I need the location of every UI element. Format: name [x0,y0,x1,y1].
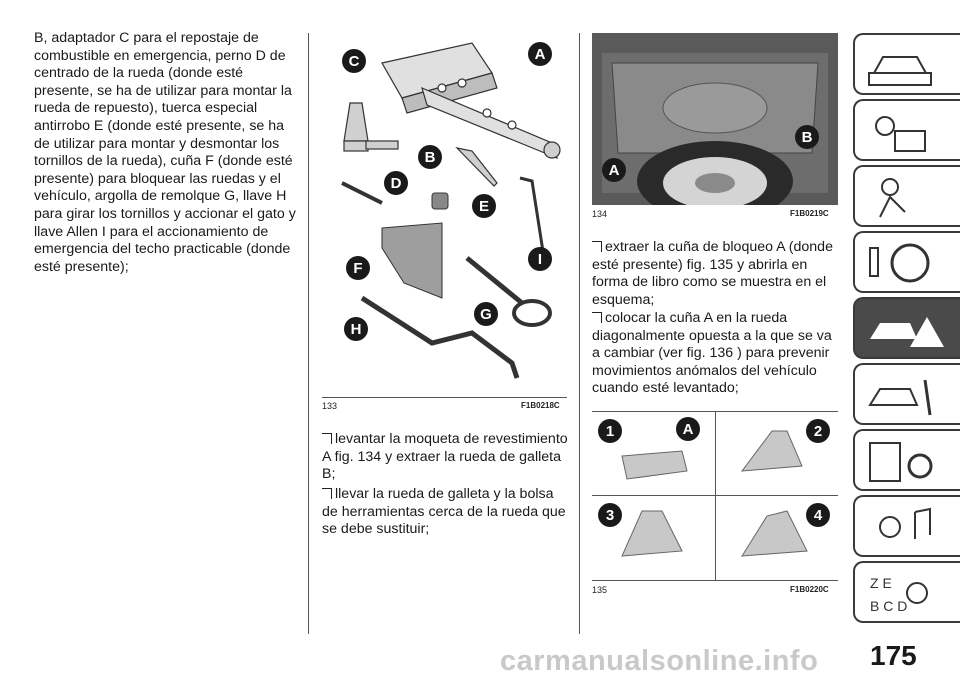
tab-multimedia[interactable] [853,495,960,557]
maintenance-icon [855,365,955,425]
label-b: B [418,145,442,169]
bullet-icon [592,241,602,252]
label-a: A [676,417,700,441]
technical-data-icon [855,431,955,491]
tab-maintenance[interactable] [853,363,960,425]
figure-135-wedge-steps [592,411,838,581]
figure-134-number: 134 [592,209,608,219]
figure-133-rule [322,397,567,398]
index-icon [855,563,955,623]
column3-bullet-2: colocar la cuña A en la rueda diagonalmente opuesta a la que se va a cambiar (ver fig. 136 ) para prevenir movimientos anómalos del vehículo cuando esté levantado; [592,310,832,397]
svg-text:Z E: Z E [870,575,892,591]
step-4: 4 [806,503,830,527]
column2-bullet-1: levantar la moqueta de revestimiento A fig. 134 y extraer la rueda de galleta B; [322,431,568,483]
label-f: F [346,256,370,280]
figure-135-code: F1B0220C [790,585,829,594]
label-i: I [528,247,552,271]
column-divider-1 [308,33,309,634]
tools-illustration [322,33,567,401]
label-b: B [795,125,819,149]
column3-bullet-1: extraer la cuña de bloqueo A (donde esté presente) fig. 135 y abrirla en forma de libro como se muestra en el esquema; [592,239,833,308]
emergency-icon [855,299,955,359]
bullet-icon [592,312,602,323]
page-number: 175 [870,640,917,671]
step-1: 1 [598,419,622,443]
label-a: A [602,158,626,182]
tab-index[interactable] [853,561,960,623]
label-g: G [474,302,498,326]
column-divider-2 [579,33,580,634]
figure-134-code: F1B0219C [790,209,829,218]
step-3: 3 [598,503,622,527]
trunk-illustration [592,33,838,205]
tab-safety[interactable] [853,165,960,227]
watermark: carmanualsonline.info [500,645,819,677]
label-a: A [528,42,552,66]
tab-car-info[interactable] [853,33,960,95]
figure-135-number: 135 [592,585,608,595]
label-c: C [342,49,366,73]
multimedia-icon [855,497,955,557]
tab-warning-lights[interactable] [853,99,960,161]
car-info-icon [855,35,955,95]
safety-icon [855,167,955,227]
svg-text:B C D: B C D [870,598,908,614]
figure-133-code: F1B0218C [521,401,560,410]
label-e: E [472,194,496,218]
bullet-icon [322,488,332,499]
step-2: 2 [806,419,830,443]
column1-paragraph: B, adaptador C para el repostaje de combustible en emergencia, perno D de centrado de la rueda (donde esté presente, se ha de utilizar para montar la rueda de repuesto), tuerca especial antirrobo E (donde esté presente, se ha de utilizar para montar y desmontar los tornillos de la rueda), cuña F (donde esté presente) para bloquear las ruedas y el vehículo, argolla de remolque G, llave H para girar los tornillos y accionar el gato y llave Allen I para el accionamiento de emergencia del techo practicable (donde esté presente); [34,30,296,275]
tab-steering[interactable] [853,231,960,293]
figure-133-number: 133 [322,401,338,411]
label-d: D [384,171,408,195]
tab-technical-data[interactable] [853,429,960,491]
label-h: H [344,317,368,341]
warning-lights-icon [855,101,955,161]
tab-emergency[interactable] [853,297,960,359]
bullet-icon [322,433,332,444]
figure-134-trunk [592,33,838,205]
steering-icon [855,233,955,293]
figure-133-tools [322,33,567,401]
column2-bullet-2: llevar la rueda de galleta y la bolsa de herramientas cerca de la rueda que se debe sustituir; [322,486,566,538]
